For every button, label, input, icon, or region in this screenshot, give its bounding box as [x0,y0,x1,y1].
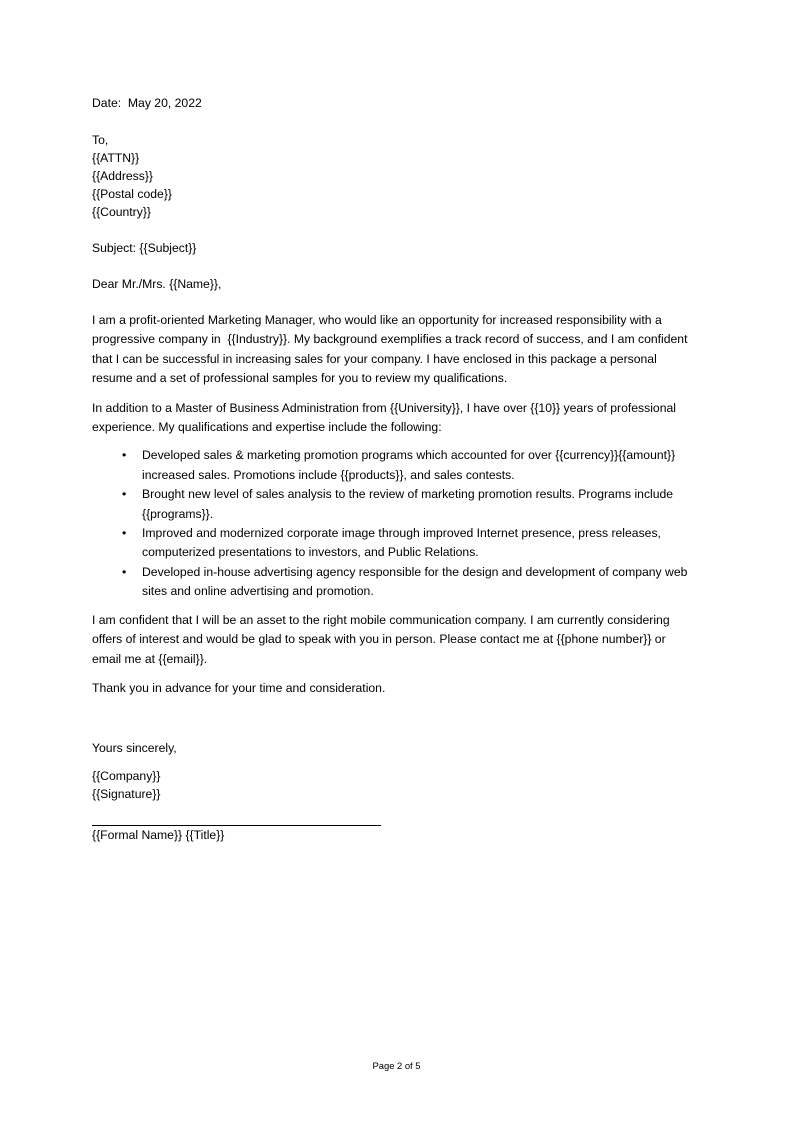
spacer-after-intro [92,389,697,399]
closing-salutation: Yours sincerely, [92,741,177,756]
paragraph-thanks: Thank you in advance for your time and consideration. [92,680,386,695]
recipient-postal-code: {{Postal code}} [92,187,172,201]
signature-company: {{Company}} [92,769,161,784]
spacer-after-salutation-closing [92,757,697,767]
spacer-after-date [92,112,697,131]
signature-placeholder: {{Signature}} [92,787,161,802]
page-footer [0,1060,793,1072]
spacer-before-bullets [92,437,697,446]
formal-name-title: {{Formal Name}} {{Title}} [92,828,225,843]
list-item [92,485,697,524]
list-item [92,563,697,602]
recipient-country: {{Country}} [92,205,151,219]
bullet-icon: • [122,526,127,541]
bullet-icon: • [122,487,127,502]
paragraph-intro: I am a profit-oriented Marketing Manager, who would like an opportunity for increased responsibility with a progressive company in {{Industry}}. My background exemplifies a track record of success, and I am confident that I can be successful in increasing sales for your company. I have enclosed in this package a personal resume and a set of professional samples for you to review my qualifications. [92,313,691,386]
salutation: Dear Mr./Mrs. {{Name}}, [92,277,222,291]
spacer-after-bullets [92,602,697,611]
paragraph-closing: I am confident that I will be an asset to the right mobile communication company. I am currently considering offers of interest and would be glad to speak with you in person. Please contact me at {{phone number}} or email me at {{email}}. [92,612,673,666]
spacer-before-signature [92,698,697,739]
qualifications-list [92,446,697,601]
spacer-after-closing [92,669,697,679]
date-line: Date: May 20, 2022 [92,96,202,110]
recipient-attn: {{ATTN}} [92,151,140,165]
spacer-after-salutation [92,293,697,311]
list-item-text: Improved and modernized corporate image through improved Internet presence, press releases, computerized presentations to investors, and Public Relations. [142,526,665,560]
paragraph-education: In addition to a Master of Business Administration from {{University}}, I have over {{10}} years of professional experience. My qualifications and expertise include the following: [92,400,680,435]
recipient-address-block [92,131,697,221]
spacer-after-subject [92,257,697,275]
letter-body [92,94,697,844]
page-indicator: Page 2 of 5 [372,1060,421,1071]
spacer-before-rule [92,803,697,825]
recipient-address: {{Address}} [92,169,153,183]
bullet-icon: • [122,448,127,463]
bullet-icon: • [122,564,127,579]
spacer-after-address [92,221,697,239]
list-item [92,524,697,563]
list-item [92,446,697,485]
list-item-text: Brought new level of sales analysis to the review of marketing promotion results. Programs include {{programs}}. [142,487,677,521]
to-label: To, [92,133,109,147]
list-item-text: Developed in-house advertising agency responsible for the design and development of company web sites and online advertising and promotion. [142,564,691,599]
list-item-text: Developed sales & marketing promotion programs which accounted for over {{currency}}{{amount}} increased sales. Promotions include {{products}}, and sales contests. [142,448,679,482]
subject-line: Subject: {{Subject}} [92,241,197,255]
